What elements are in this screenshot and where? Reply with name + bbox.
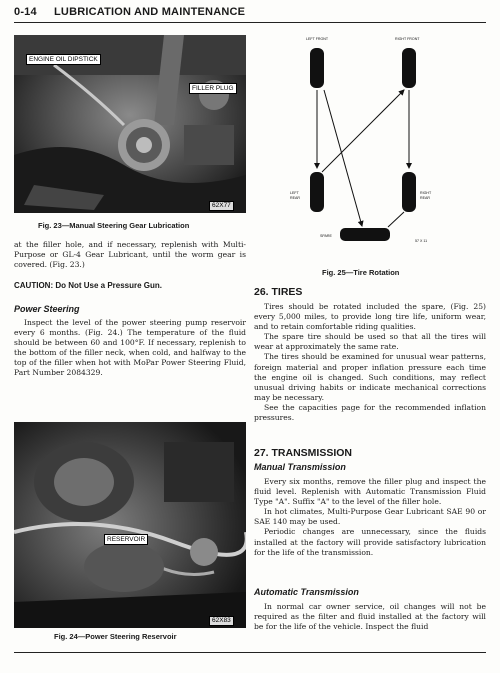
right-rear-label-line1: RIGHT: [420, 191, 432, 195]
fig23-caption: Fig. 23—Manual Steering Gear Lubrication: [38, 221, 190, 230]
power-steering-heading: Power Steering: [14, 304, 80, 314]
filler-paragraph: at the filler hole, and if necessary, replenish with Multi-Purpose or GL-4 Gear Lubricant, until the worm gear is covered. (Fig. 23.): [14, 240, 246, 270]
power-steering-text: [14, 318, 246, 379]
tires-paragraph-3: The tires should be examined for unusual wear patterns, foreign material and proper inflation pressure each time the engine oil is changed. Such conditions, may reflect unusual driving habits or indicate mechanical corrections may be necessary.: [254, 352, 486, 402]
arrow-to-spare: [324, 90, 362, 226]
right-front-label: RIGHT FRONT: [395, 37, 420, 41]
tires-paragraph-1: Tires should be rotated included the spare, (Fig. 25) every 5,000 miles, to provide long tire life, uniform wear, and to retain comfortable riding qualities.: [254, 302, 486, 332]
spare-tire: [340, 228, 390, 241]
page-title: LUBRICATION AND MAINTENANCE: [54, 6, 246, 18]
manual-transmission-heading: Manual Transmission: [254, 462, 346, 472]
fig25-code: 57 X 11: [415, 239, 428, 243]
arrow-rr-to-spare: [388, 212, 404, 227]
header-rule: [14, 22, 486, 23]
caution-text: CAUTION: Do Not Use a Pressure Gun.: [14, 281, 163, 290]
tires-paragraph-4: See the capacities page for the recommended inflation pressures.: [254, 402, 486, 423]
filler-plug-label: FILLER PLUG: [189, 83, 237, 94]
tires-paragraph-2: The spare tire should be used so that all the tires will wear at approximately the same rate.: [254, 332, 486, 352]
left-front-tire: [310, 48, 324, 88]
right-front-tire: [402, 48, 416, 88]
reservoir-label: RESERVOIR: [104, 534, 148, 545]
tire-rotation-diagram: [280, 32, 460, 252]
left-rear-tire: [310, 172, 324, 212]
fig24-photo: [14, 422, 246, 628]
left-front-label: LEFT FRONT: [306, 37, 329, 41]
footer-rule: [14, 652, 486, 653]
power-steering-paragraph: Inspect the level of the power steering pump reservoir every 6 months. (Fig. 24.) The temperature of the fluid should be between 60 and 100°F. If necessary, replenish to the bottom of the filler neck, when cold, and halfway to the top of the filler when hot with MoPar Power Steering Fluid, Part Number 2084329.: [14, 318, 246, 378]
manual-paragraph-2: In hot climates, Multi-Purpose Gear Lubricant SAE 90 or SAE 140 may be used.: [254, 507, 486, 527]
tire-rotation-svg: [280, 32, 460, 252]
spare-label: SPARE: [320, 234, 332, 238]
fig24-caption: Fig. 24—Power Steering Reservoir: [54, 632, 177, 641]
tires-text: [254, 302, 486, 423]
engine-oil-dipstick-label: ENGINE OIL DIPSTICK: [26, 54, 101, 65]
fig23-photo: [14, 35, 246, 213]
right-rear-tire: [402, 172, 416, 212]
fig25-caption: Fig. 25—Tire Rotation: [322, 268, 400, 277]
transmission-heading: 27. TRANSMISSION: [254, 447, 353, 459]
left-text-block: [14, 240, 246, 270]
automatic-paragraph-1: In normal car owner service, oil changes will not be required as the filter and fluid installed at the factory will be for the life of the vehicle. Inspect the fluid: [254, 602, 486, 632]
left-rear-label-line1: LEFT: [290, 191, 299, 195]
tires-heading: 26. TIRES: [254, 286, 303, 298]
automatic-transmission-heading: Automatic Transmission: [254, 587, 359, 597]
automatic-transmission-text: [254, 602, 486, 632]
page-header: [14, 5, 486, 21]
fig23-code: 62X77: [209, 201, 234, 211]
fig24-code: 62X83: [209, 616, 234, 626]
manual-transmission-text: [254, 477, 486, 558]
manual-paragraph-3: Periodic changes are unnecessary, since the fluids installed at the factory will provide satisfactory lubrication for the life of the transmission.: [254, 527, 486, 557]
page-number: 0-14: [14, 6, 37, 18]
right-rear-label-line2: REAR: [420, 196, 430, 200]
left-rear-label-line2: REAR: [290, 196, 300, 200]
manual-paragraph-1: Every six months, remove the filler plug and inspect the fluid level. Replenish with Automatic Transmission Fluid Type "A". Suffix "A" to the level of the filler hole.: [254, 477, 486, 507]
arrow-lr-to-rf: [322, 90, 404, 172]
reservoir-image: [14, 422, 246, 628]
